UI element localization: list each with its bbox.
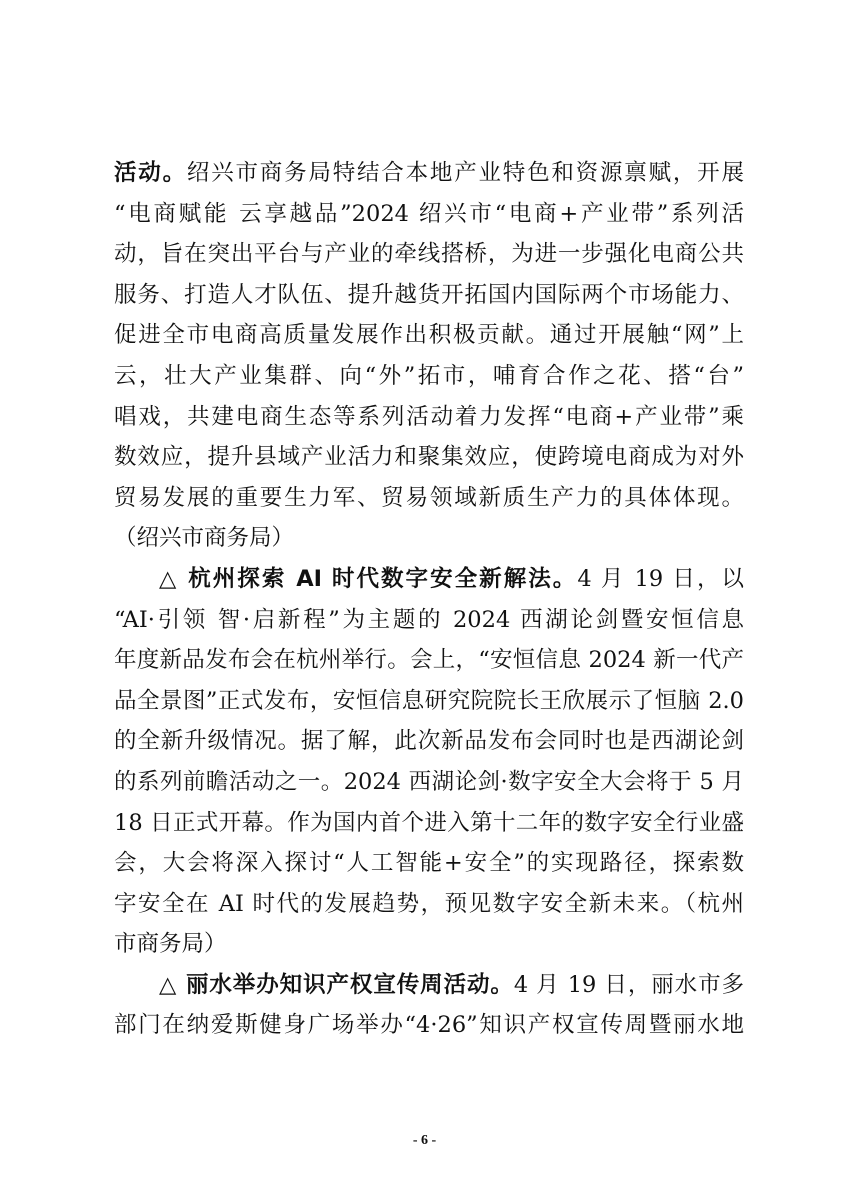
text-line: 促进全市电商高质量发展作出积极贡献。通过开展触“网”上 (114, 322, 744, 349)
paragraph-lead-bold: △ 丽水举办知识产权宣传周活动。 (159, 971, 514, 998)
text-line: “电商赋能 云享越品”2024 绍兴市“电商+产业带”系列活 (114, 200, 744, 227)
text-line: 年度新品发布会在杭州举行。会上，“安恒信息 2024 新一代产 (114, 647, 744, 674)
document-body (114, 153, 744, 1046)
paragraph-shaoxing (114, 153, 744, 559)
text-line: 会，大会将深入探讨“人工智能+安全”的实现路径，探索数 (114, 850, 744, 877)
text-line: 动，旨在突出平台与产业的牵线搭桥，为进一步强化电商公共 (114, 241, 744, 268)
text-line: 云，壮大产业集群、向“外”拓市，哺育合作之花、搭“台” (114, 362, 744, 389)
text-line: 贸易发展的重要生力军、贸易领域新质生产力的具体体现。 (114, 484, 744, 511)
text-line: 服务、打造人才队伍、提升越货开拓国内国际两个市场能力、 (114, 281, 744, 308)
text-line: 唱戏，共建电商生态等系列活动着力发挥“电商+产业带”乘 (114, 403, 744, 430)
source-attribution: 市商务局） (114, 931, 227, 958)
paragraph-lishui (114, 965, 744, 1046)
text-line: 的全新升级情况。据了解，此次新品发布会同时也是西湖论剑 (114, 728, 744, 755)
source-attribution: （绍兴市商务局） (114, 525, 295, 552)
text-line (114, 153, 744, 194)
text-line: 的系列前瞻活动之一。2024 西湖论剑·数字安全大会将于 5 月 (114, 768, 744, 795)
page-number: - 6 - (412, 1133, 437, 1148)
text-line-content: 绍兴市商务局特结合本地产业特色和资源禀赋，开展 (186, 160, 744, 186)
paragraph-hangzhou (114, 559, 744, 965)
text-line-content: 4 月 19 日，丽水市多 (513, 971, 744, 998)
text-line: 数效应，提升县域产业活力和聚集效应，使跨境电商成为对外 (114, 444, 744, 471)
text-line: 部门在纳爱斯健身广场举办“4·26”知识产权宣传周暨丽水地 (114, 1012, 744, 1039)
text-line: “AI·引领 智·启新程”为主题的 2024 西湖论剑暨安恒信息 (114, 606, 744, 633)
text-line (114, 559, 744, 600)
paragraph-lead-bold: △ 杭州探索 AI 时代数字安全新解法。 (159, 565, 578, 592)
paragraph-lead-bold: 活动。 (114, 160, 187, 186)
text-line: 字安全在 AI 时代的发展趋势，预见数字安全新未来。（杭州 (114, 890, 744, 917)
text-line: 品全景图”正式发布，安恒信息研究院院长王欣展示了恒脑 2.0 (114, 687, 744, 714)
text-line-content: 4 月 19 日，以 (577, 565, 744, 592)
text-line: 18 日正式开幕。作为国内首个进入第十二年的数字安全行业盛 (114, 809, 744, 836)
text-line (114, 965, 744, 1006)
